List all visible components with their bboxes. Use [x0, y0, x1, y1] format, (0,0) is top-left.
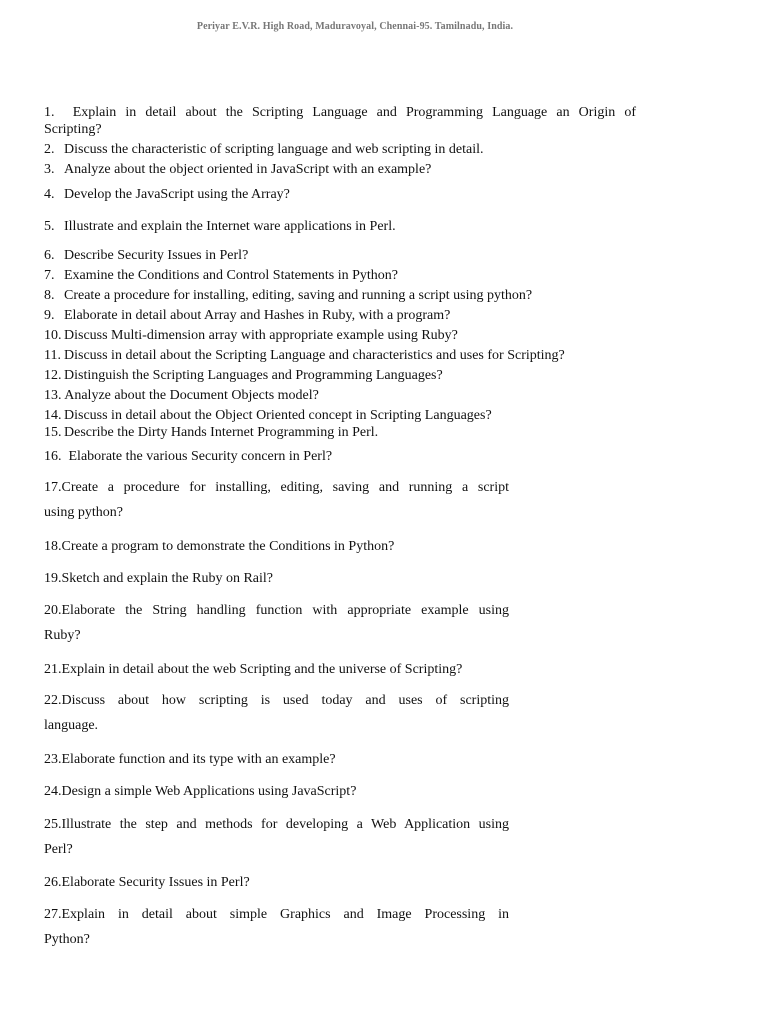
question-number: 13.: [44, 388, 62, 403]
question-3: [44, 161, 431, 178]
question-16: [44, 448, 332, 465]
question-text: Explain in detail about the Scripting Language and Programming Language an Origin of: [72, 105, 636, 120]
question-text: Elaborate Security Issues in Perl?: [61, 875, 250, 890]
question-text: Describe the Dirty Hands Internet Programming in Perl.: [64, 425, 379, 440]
question-text: Elaborate the various Security concern in Perl?: [68, 449, 333, 464]
question-text: Discuss in detail about the Scripting Language and characteristics and uses for Scripting?: [64, 348, 565, 363]
question-number: 3.: [44, 162, 55, 177]
question-text: Create a program to demonstrate the Conditions in Python?: [61, 539, 395, 554]
question-text: Discuss in detail about the Object Oriented concept in Scripting Languages?: [64, 408, 492, 423]
question-text: Develop the JavaScript using the Array?: [64, 187, 290, 202]
question-text: Discuss about how scripting is used today and uses of scripting: [61, 693, 509, 708]
question-text: Analyze about the object oriented in JavaScript with an example?: [64, 162, 432, 177]
question-number: 19.: [44, 571, 62, 586]
question-26: [44, 874, 250, 891]
question-number: 7.: [44, 268, 55, 283]
question-17-line2: using python?: [44, 505, 123, 520]
question-number: 21.: [44, 662, 62, 677]
question-number: 15.: [44, 425, 62, 440]
question-5: [44, 218, 396, 235]
question-1: [44, 104, 636, 138]
question-21: [44, 661, 462, 678]
question-text: Sketch and explain the Ruby on Rail?: [61, 571, 274, 586]
question-number: 17.: [44, 480, 62, 495]
question-text: Create a procedure for installing, editing, saving and running a script using python?: [64, 288, 533, 303]
question-text: Elaborate in detail about Array and Hashes in Ruby, with a program?: [64, 308, 451, 323]
question-text: Discuss Multi-dimension array with appropriate example using Ruby?: [64, 328, 458, 343]
question-25-line1: [44, 812, 509, 837]
question-number: 20.: [44, 603, 62, 618]
question-22: [44, 688, 509, 738]
question-text: Analyze about the Document Objects model?: [64, 388, 319, 403]
question-1-line2: Scripting?: [44, 122, 102, 137]
question-number: 26.: [44, 875, 62, 890]
question-text: Discuss the characteristic of scripting language and web scripting in detail.: [64, 142, 484, 157]
question-23: [44, 751, 336, 768]
question-17-line1: [44, 475, 509, 500]
question-25: [44, 812, 509, 862]
question-number: 22.: [44, 693, 62, 708]
question-text: Examine the Conditions and Control Statements in Python?: [64, 268, 399, 283]
question-20-line1: [44, 598, 509, 623]
question-number: 23.: [44, 752, 62, 767]
question-text: Explain in detail about simple Graphics and Image Processing in: [61, 907, 509, 922]
question-number: 1.: [44, 105, 55, 120]
question-number: 10.: [44, 328, 62, 343]
question-text: Describe Security Issues in Perl?: [64, 248, 249, 263]
question-6: [44, 247, 248, 264]
question-text: Design a simple Web Applications using JavaScript?: [61, 784, 357, 799]
question-24: [44, 783, 356, 800]
question-number: 12.: [44, 368, 62, 383]
question-22-line2: language.: [44, 718, 99, 733]
question-number: 11.: [44, 348, 61, 363]
question-19: [44, 570, 273, 587]
question-number: 9.: [44, 308, 55, 323]
question-27-line1: [44, 902, 509, 927]
question-number: 16.: [44, 449, 62, 464]
question-25-line2: Perl?: [44, 842, 73, 857]
question-number: 6.: [44, 248, 55, 263]
question-number: 4.: [44, 187, 55, 202]
question-12: [44, 367, 443, 384]
question-1-line1: [44, 104, 636, 121]
question-20: [44, 598, 509, 648]
question-number: 18.: [44, 539, 62, 554]
question-4: [44, 186, 290, 203]
question-2: [44, 141, 483, 158]
question-9: [44, 307, 450, 324]
question-20-line2: Ruby?: [44, 628, 81, 643]
question-text: Illustrate the step and methods for developing a Web Application using: [61, 817, 509, 832]
question-number: 5.: [44, 219, 55, 234]
question-number: 2.: [44, 142, 55, 157]
question-number: 8.: [44, 288, 55, 303]
question-number: 27.: [44, 907, 62, 922]
question-text: Illustrate and explain the Internet ware applications in Perl.: [64, 219, 396, 234]
question-text: Elaborate the String handling function with appropriate example using: [61, 603, 509, 618]
question-14: [44, 407, 492, 424]
question-text: Elaborate function and its type with an example?: [61, 752, 336, 767]
question-text: Create a procedure for installing, editing, saving and running a script: [61, 480, 509, 495]
question-15: [44, 424, 378, 441]
question-number: 25.: [44, 817, 62, 832]
question-number: 24.: [44, 784, 62, 799]
question-11: [44, 347, 565, 364]
question-27-line2: Python?: [44, 932, 90, 947]
question-18: [44, 538, 394, 555]
question-10: [44, 327, 458, 344]
question-13: [44, 387, 319, 404]
question-7: [44, 267, 398, 284]
question-17: [44, 475, 509, 525]
question-27: [44, 902, 509, 952]
question-number: 14.: [44, 408, 62, 423]
question-22-line1: [44, 688, 509, 713]
question-text: Distinguish the Scripting Languages and Programming Languages?: [64, 368, 443, 383]
question-8: [44, 287, 532, 304]
question-text: Explain in detail about the web Scripting and the universe of Scripting?: [61, 662, 463, 677]
header-address: Periyar E.V.R. High Road, Maduravoyal, Chennai-95. Tamilnadu, India.: [196, 21, 514, 32]
